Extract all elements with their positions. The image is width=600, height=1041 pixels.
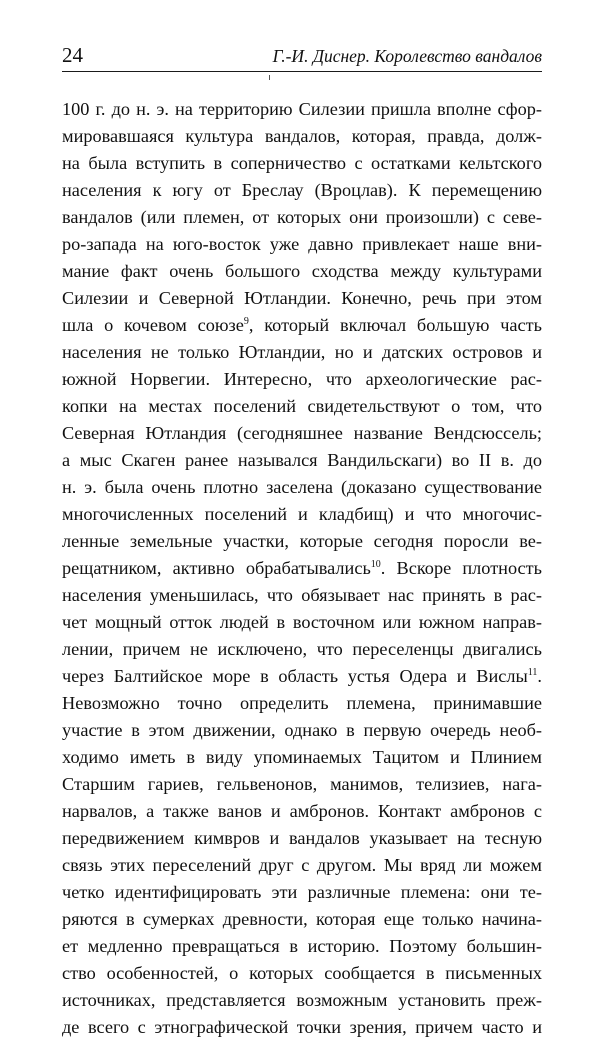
text-line bbox=[62, 501, 542, 528]
text-line-content: ряются в сумерках древности, которая еще только начина- bbox=[62, 909, 542, 929]
text-line bbox=[62, 339, 542, 366]
text-line-content: населения к югу от Бреслау (Вроцлав). К перемещению bbox=[62, 180, 542, 200]
text-line-content: связь этих переселений друг с другом. Мы вряд ли можем bbox=[62, 855, 542, 875]
text-line-content: ет медленно превращаться в историю. Поэтому большин- bbox=[62, 936, 542, 956]
text-line-content: лении, причем не исключено, что переселенцы двигались bbox=[62, 639, 542, 659]
text-line bbox=[62, 636, 542, 663]
text-line-content: мание факт очень большого сходства между культурами bbox=[62, 261, 542, 281]
text-line bbox=[62, 960, 542, 987]
header-rule bbox=[62, 71, 542, 72]
text-line-content: н. э. была очень плотно заселена (доказано существование bbox=[62, 477, 542, 497]
text-line-content: через Балтийское море в область устья Одера и Вислы bbox=[62, 666, 528, 686]
text-line-content: рещатником, активно обрабатывались bbox=[62, 558, 371, 578]
text-line bbox=[62, 852, 542, 879]
page-number: 24 bbox=[62, 43, 83, 67]
text-line-content: копки на местах поселений свидетельствуют о том, что bbox=[62, 396, 542, 416]
text-line-content: де всего с этнографической точки зрения, причем часто и bbox=[62, 1017, 542, 1037]
text-line bbox=[62, 393, 542, 420]
text-line bbox=[62, 690, 542, 717]
text-line-content: Северная Ютландия (сегодняшнее название Вендсюссель; bbox=[62, 423, 542, 443]
text-line bbox=[62, 366, 542, 393]
text-line bbox=[62, 582, 542, 609]
text-line-content: Силезии и Северной Ютландии. Конечно, речь при этом bbox=[62, 288, 542, 308]
footnote-ref: 10 bbox=[370, 559, 381, 570]
footnote-ref: 11 bbox=[527, 667, 538, 678]
footnote-ref: 9 bbox=[243, 316, 249, 327]
text-line bbox=[62, 609, 542, 636]
text-line-content: источниках, представляется возможным установить преж- bbox=[62, 990, 542, 1010]
text-line-content: шла о кочевом союзе bbox=[62, 315, 244, 335]
text-line-content: а мыс Скаген ранее назывался Вандильскаги) во II в. до bbox=[62, 450, 542, 470]
text-line-continuation: . Вскоре плотность bbox=[380, 558, 542, 578]
text-line-content: южной Норвегии. Интересно, что археологические рас- bbox=[62, 369, 542, 389]
text-line bbox=[62, 663, 542, 690]
text-line bbox=[62, 987, 542, 1014]
text-line-content: 100 г. до н. э. на территорию Силезии пришла вполне сфор- bbox=[62, 99, 542, 119]
text-line-content: ходимо иметь в виду упоминаемых Тацитом и Плинием bbox=[62, 747, 542, 767]
text-line-content: ро-запада на юго-восток уже давно привлекает наше вни- bbox=[62, 234, 542, 254]
text-line bbox=[62, 906, 542, 933]
text-line bbox=[62, 150, 542, 177]
text-line-content: населения не только Ютландии, но и датских островов и bbox=[62, 342, 542, 362]
text-line bbox=[62, 879, 542, 906]
text-line bbox=[62, 555, 542, 582]
text-line bbox=[62, 528, 542, 555]
text-line bbox=[62, 474, 542, 501]
text-line bbox=[62, 1014, 542, 1041]
text-line bbox=[62, 231, 542, 258]
text-line bbox=[62, 177, 542, 204]
scan-mark bbox=[269, 75, 270, 80]
text-line-content: четко идентифицировать эти различные племена: они те- bbox=[62, 882, 542, 902]
text-line bbox=[62, 447, 542, 474]
text-line bbox=[62, 258, 542, 285]
text-line-content: Невозможно точно определить племена, принимавшие bbox=[62, 693, 542, 713]
text-line bbox=[62, 798, 542, 825]
text-line-content: передвижением кимвров и вандалов указывает на тесную bbox=[62, 828, 542, 848]
text-line-content: Старшим гариев, гельвенонов, манимов, телизиев, нага- bbox=[62, 774, 542, 794]
text-line bbox=[62, 771, 542, 798]
running-head bbox=[62, 40, 542, 70]
text-line-content: населения уменьшилась, что обязывает нас принять в рас- bbox=[62, 585, 542, 605]
text-line bbox=[62, 420, 542, 447]
text-line bbox=[62, 717, 542, 744]
text-line-continuation: , который включал большую часть bbox=[248, 315, 542, 335]
text-line bbox=[62, 123, 542, 150]
text-line-content: участие в этом движении, однако в первую очередь необ- bbox=[62, 720, 542, 740]
text-line-continuation: . bbox=[537, 666, 542, 686]
text-line-content: многочисленных поселений и кладбищ) и что многочис- bbox=[62, 504, 542, 524]
text-line bbox=[62, 96, 542, 123]
text-line-content: мировавшаяся культура вандалов, которая, правда, долж- bbox=[62, 126, 542, 146]
text-line bbox=[62, 204, 542, 231]
body-text bbox=[62, 96, 542, 1041]
text-line-content: на была вступить в соперничество с остатками кельтского bbox=[62, 153, 542, 173]
running-title: Г.-И. Диснер. Королевство вандалов bbox=[272, 46, 542, 66]
text-line-content: ленные земельные участки, которые сегодня поросли ве- bbox=[62, 531, 542, 551]
text-line bbox=[62, 825, 542, 852]
text-line-content: ство особенностей, о которых сообщается в письменных bbox=[62, 963, 542, 983]
text-line bbox=[62, 312, 542, 339]
text-line-content: нарвалов, а также ванов и амбронов. Контакт амбронов с bbox=[62, 801, 542, 821]
text-line-content: чет мощный отток людей в восточном или южном направ- bbox=[62, 612, 542, 632]
text-line bbox=[62, 933, 542, 960]
text-line-content: вандалов (или племен, от которых они произошли) с севе- bbox=[62, 207, 542, 227]
text-line bbox=[62, 285, 542, 312]
text-line bbox=[62, 744, 542, 771]
